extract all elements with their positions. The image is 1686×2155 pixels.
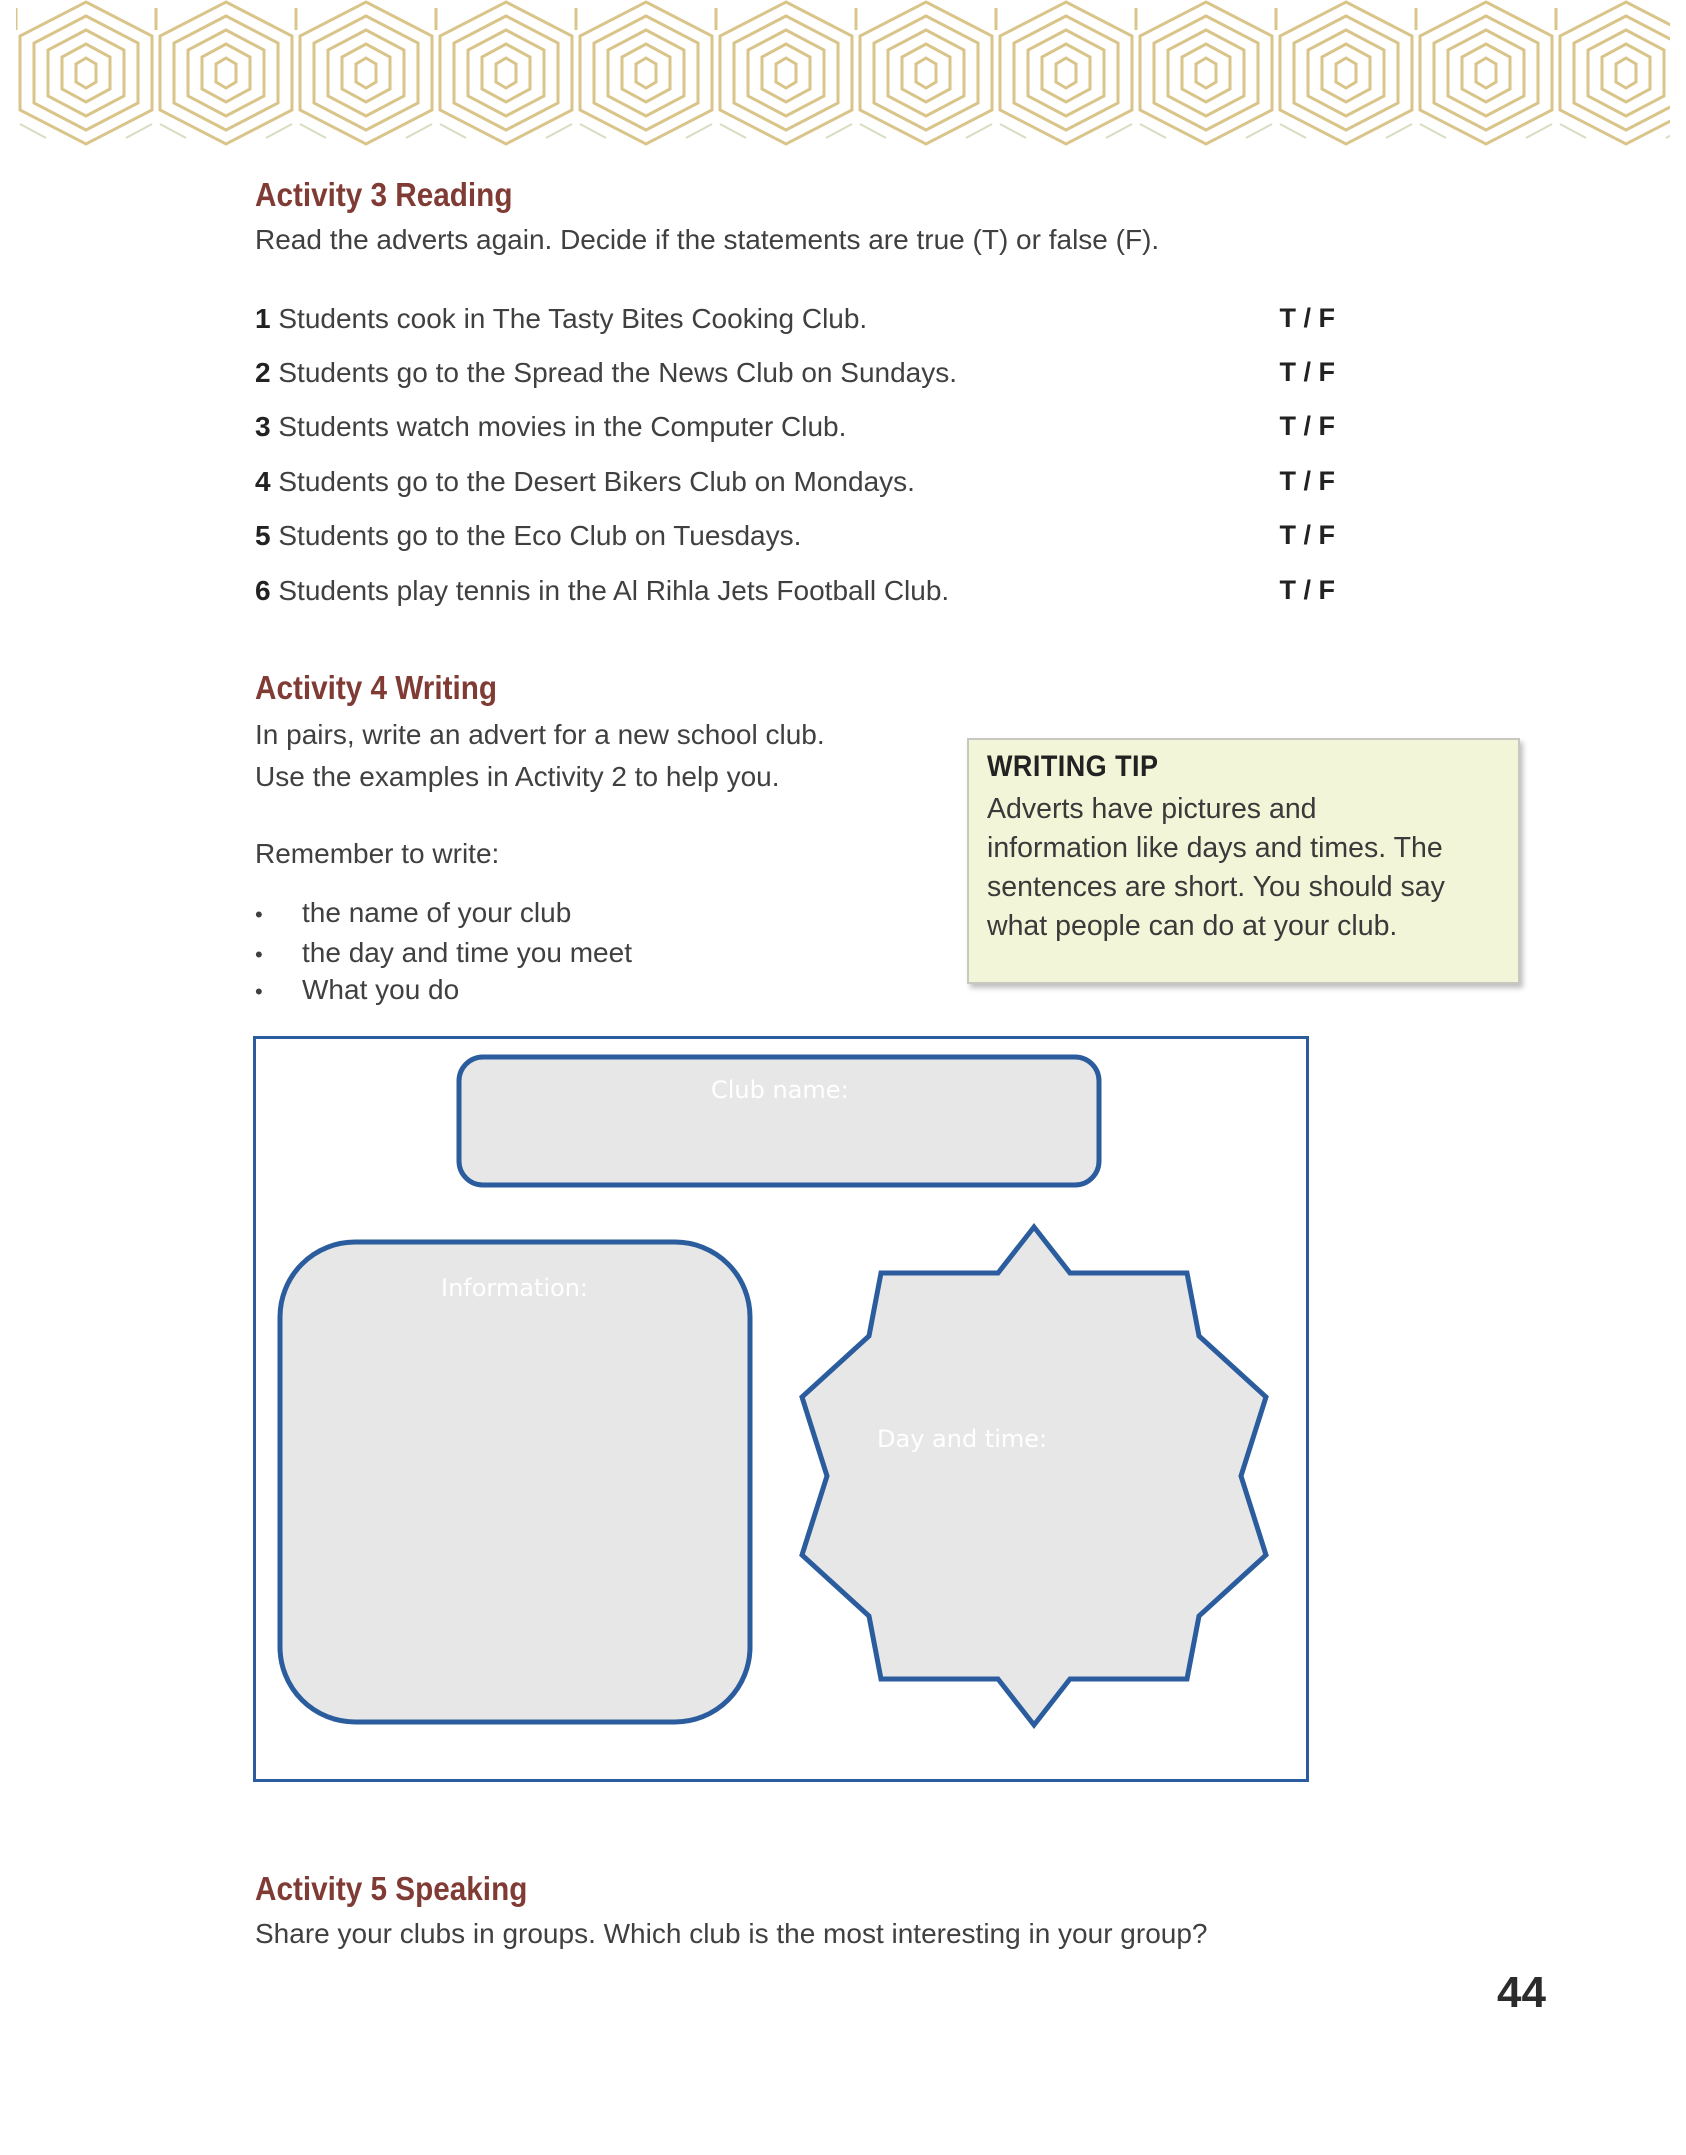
true-false-choice[interactable]: T / F bbox=[1279, 520, 1335, 550]
statement-row bbox=[255, 357, 1335, 397]
statement-text: Students cook in The Tasty Bites Cooking Club. bbox=[278, 303, 868, 334]
statement-row bbox=[255, 411, 1335, 451]
bullet-icon: • bbox=[255, 942, 263, 967]
activity-4-instruction-line-2: Use the examples in Activity 2 to help you. bbox=[255, 761, 780, 792]
activity-4-instruction-line-1: In pairs, write an advert for a new school club. bbox=[255, 719, 825, 750]
list-item-text: What you do bbox=[302, 974, 460, 1005]
writing-tip-box bbox=[967, 738, 1520, 984]
decorative-header-pattern bbox=[16, 0, 1670, 146]
statement-row bbox=[255, 520, 1335, 560]
club-name-label: Club name: bbox=[711, 1076, 849, 1104]
statement-number: 5 bbox=[255, 520, 271, 551]
writing-tip-line: sentences are short. You should say bbox=[987, 871, 1445, 903]
statement-number: 4 bbox=[255, 466, 271, 497]
writing-tip-line: what people can do at your club. bbox=[987, 910, 1398, 942]
advert-template-frame bbox=[253, 1036, 1309, 1782]
bullet-icon: • bbox=[255, 902, 263, 927]
statement-text: Students go to the Desert Bikers Club on Mondays. bbox=[278, 466, 915, 497]
writing-tip-line: information like days and times. The bbox=[987, 832, 1443, 864]
day-and-time-label: Day and time: bbox=[877, 1425, 1048, 1453]
list-item bbox=[255, 937, 632, 969]
information-box[interactable] bbox=[280, 1242, 750, 1722]
activity-3-heading: Activity 3 Reading bbox=[255, 176, 513, 213]
writing-tip-body bbox=[987, 790, 1500, 946]
page-number: 44 bbox=[1497, 1968, 1546, 2017]
activity-3-instruction: Read the adverts again. Decide if the statements are true (T) or false (F). bbox=[255, 224, 1160, 255]
information-label: Information: bbox=[441, 1274, 589, 1302]
bullet-icon: • bbox=[255, 979, 263, 1004]
statement-row bbox=[255, 466, 1335, 506]
remember-label: Remember to write: bbox=[255, 838, 500, 869]
statement-text: Students go to the Eco Club on Tuesdays. bbox=[278, 520, 802, 551]
list-item-text: the day and time you meet bbox=[302, 937, 632, 968]
statement-number: 2 bbox=[255, 357, 271, 388]
true-false-choice[interactable]: T / F bbox=[1279, 411, 1335, 441]
true-false-choice[interactable]: T / F bbox=[1279, 575, 1335, 605]
statement-text: Students play tennis in the Al Rihla Jets Football Club. bbox=[278, 575, 950, 606]
day-and-time-star[interactable] bbox=[802, 1227, 1266, 1725]
true-false-choice[interactable]: T / F bbox=[1279, 466, 1335, 496]
statement-number: 6 bbox=[255, 575, 271, 606]
statement-row bbox=[255, 303, 1335, 343]
activity-5-heading: Activity 5 Speaking bbox=[255, 1870, 528, 1907]
activity-4-heading: Activity 4 Writing bbox=[255, 669, 498, 706]
true-false-choice[interactable]: T / F bbox=[1279, 303, 1335, 333]
statement-number: 1 bbox=[255, 303, 271, 334]
activity-5-instruction: Share your clubs in groups. Which club is the most interesting in your group? bbox=[255, 1918, 1208, 1949]
list-item bbox=[255, 974, 459, 1006]
writing-tip-line: Adverts have pictures and bbox=[987, 793, 1317, 825]
true-false-choice[interactable]: T / F bbox=[1279, 357, 1335, 387]
writing-tip-title: WRITING TIP bbox=[987, 750, 1159, 783]
statement-number: 3 bbox=[255, 411, 271, 442]
advert-template-shapes bbox=[256, 1039, 1306, 1779]
statement-text: Students go to the Spread the News Club on Sundays. bbox=[278, 357, 958, 388]
statement-text: Students watch movies in the Computer Club. bbox=[278, 411, 847, 442]
statement-row bbox=[255, 575, 1335, 615]
list-item bbox=[255, 897, 571, 929]
list-item-text: the name of your club bbox=[302, 897, 572, 928]
